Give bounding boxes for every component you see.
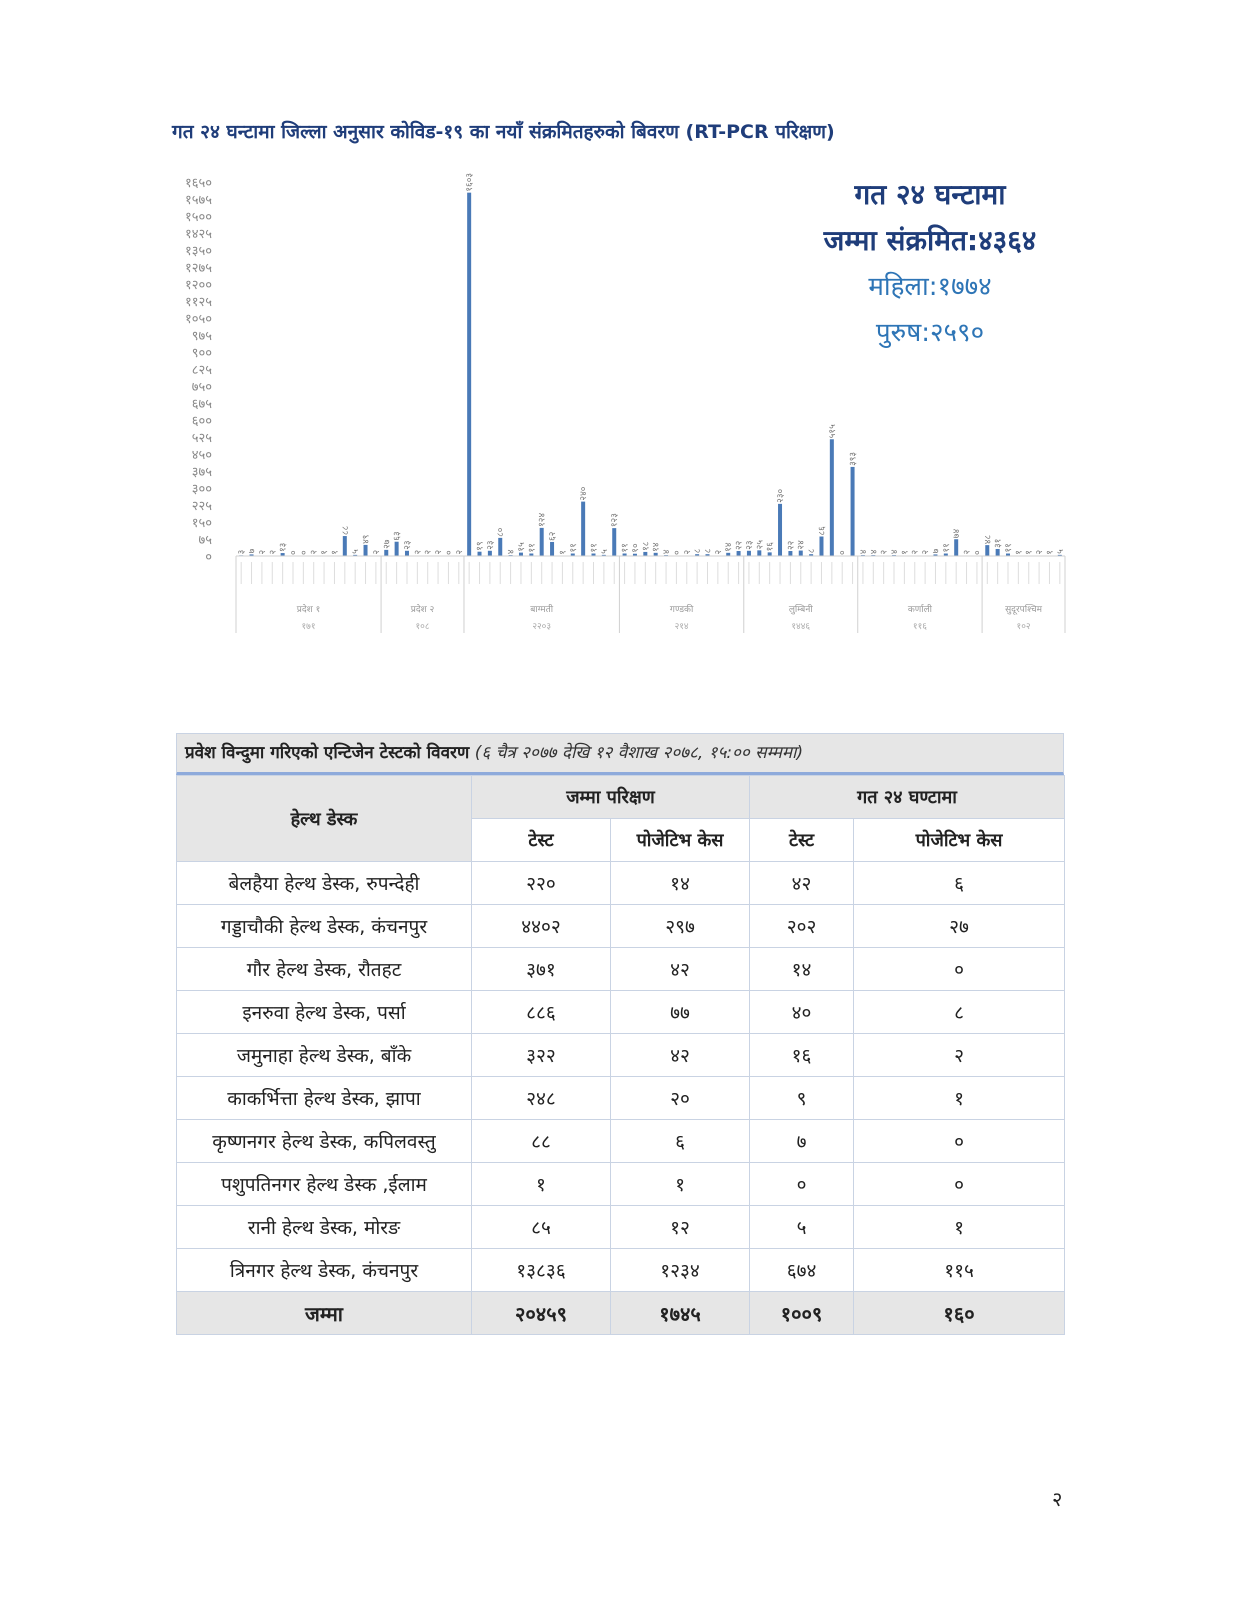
bar-data-label: २३ — [402, 540, 413, 550]
table-row — [177, 1077, 1065, 1120]
health-desk-name: इनरुवा हेल्थ डेस्क, पर्सा — [177, 991, 472, 1034]
bar-data-label: १३ — [278, 542, 289, 553]
bar-data-label: १४ — [651, 542, 662, 552]
bar — [643, 552, 647, 556]
header-last-24h: गत २४ घण्टामा — [750, 776, 1065, 819]
health-desk-name: रानी हेल्थ डेस्क, मोरङ — [177, 1206, 472, 1249]
y-tick-label: ६७५ — [191, 397, 212, 412]
summary-total: जम्मा संक्रमित:४३६४ — [823, 224, 1037, 257]
y-tick-label: ६०० — [191, 414, 212, 429]
24h-positive: ८ — [854, 991, 1065, 1034]
total-test: २४८ — [472, 1077, 611, 1120]
bar-data-label: १४ — [724, 542, 735, 552]
health-desk-name: जमुनाहा हेल्थ डेस्क, बाँके — [177, 1034, 472, 1077]
header-total-tests: जम्मा परिक्षण — [472, 776, 750, 819]
total-test: १३८३६ — [472, 1249, 611, 1292]
bar-data-label: २७ — [382, 539, 393, 549]
bar-data-label: १९ — [475, 541, 486, 551]
bar — [996, 549, 1000, 556]
table-caption-period: (६ चैत्र २०७७ देखि १२ वैशाख २०७८, १५:०० सम्ममा) — [474, 743, 804, 763]
bar — [778, 504, 782, 556]
y-tick-label: ३०० — [191, 482, 212, 497]
bar-data-label: ० — [672, 550, 683, 555]
bar-data-label: १ — [1024, 550, 1035, 555]
bar-data-label: ८६ — [817, 526, 828, 536]
y-tick-label: १३५० — [184, 244, 212, 259]
group-label: प्रदेश २ — [410, 605, 435, 615]
bar-data-label: ४९ — [361, 534, 372, 544]
bar-data-label: ५१५ — [827, 424, 838, 439]
y-tick-label: ७५ — [198, 533, 212, 548]
bar-data-label: ३१ — [993, 538, 1004, 548]
24h-test: २०२ — [750, 905, 854, 948]
bar-data-label: २ — [257, 549, 268, 555]
24h-test: ७ — [750, 1120, 854, 1163]
bar — [757, 550, 761, 556]
table-caption-title: प्रवेश विन्दुमा गरिएको एन्टिजेन टेस्टको विवरण — [185, 743, 470, 763]
y-tick-label: १५७५ — [184, 193, 212, 208]
total-positive: ७७ — [611, 991, 750, 1034]
24h-test: ६७४ — [750, 1249, 854, 1292]
bar — [737, 551, 741, 556]
group-total-label: १४४६ — [791, 622, 811, 632]
bar — [364, 545, 368, 556]
y-tick-label: ३७५ — [191, 465, 212, 480]
bar-data-label: ६३ — [392, 531, 403, 541]
bar — [747, 551, 751, 556]
bar-data-label: २ — [268, 549, 279, 555]
bar — [519, 553, 523, 556]
bar-data-label: ११ — [1004, 543, 1015, 553]
24h-positive: ११५ — [854, 1249, 1065, 1292]
bar-data-label: ५ — [351, 549, 362, 554]
bar — [478, 552, 482, 556]
24h-test: ४० — [750, 991, 854, 1034]
summary-box — [790, 172, 1070, 356]
summary-heading: गत २४ घन्टामा — [854, 178, 1006, 211]
bar — [540, 528, 544, 556]
table-row — [177, 862, 1065, 905]
group-total-label: ११६ — [912, 622, 927, 632]
y-tick-label: ११२५ — [184, 295, 212, 310]
bar-data-label: ४८ — [983, 534, 994, 545]
bar-data-label: २ — [434, 549, 445, 555]
total-label: जम्मा — [177, 1292, 472, 1335]
header-total-positive: पोजेटिभ केस — [611, 819, 750, 862]
bar-data-label: ८८ — [340, 525, 351, 536]
bar-data-label: २३० — [776, 488, 787, 503]
24h-positive: ० — [854, 948, 1065, 991]
24h-test: ५ — [750, 1206, 854, 1249]
bar-data-label: २५ — [755, 539, 766, 550]
group-total-label: १०२ — [1016, 622, 1031, 632]
y-tick-label: १४२५ — [184, 227, 212, 242]
table-caption — [176, 733, 1064, 775]
bar-data-label: ० — [444, 550, 455, 555]
total-test: २२० — [472, 862, 611, 905]
bar-data-label: ८ — [693, 548, 704, 554]
bar-data-label: १ — [900, 550, 911, 555]
bar-data-label: ५ — [599, 549, 610, 554]
bar-data-label: १६ — [765, 541, 776, 552]
24h-test: १६ — [750, 1034, 854, 1077]
bar — [384, 550, 388, 556]
group-total-label: १७१ — [301, 622, 316, 632]
health-desk-name: पशुपतिनगर हेल्थ डेस्क ,ईलाम — [177, 1163, 472, 1206]
bar-data-label: २४० — [579, 486, 590, 501]
total-positive: १२३४ — [611, 1249, 750, 1292]
total-test: ३७१ — [472, 948, 611, 991]
bar-data-label: ४ — [506, 549, 517, 555]
bar-data-label: ३ — [237, 549, 248, 555]
bar — [819, 537, 823, 556]
bar-data-label: ० — [299, 550, 310, 555]
bar-data-label: ७ — [931, 548, 942, 554]
bar-data-label: ८ — [807, 548, 818, 554]
bar-data-label: ६२ — [548, 531, 559, 541]
group-label: लुम्बिनी — [788, 605, 813, 615]
bar — [488, 551, 492, 556]
24h-test: ४२ — [750, 862, 854, 905]
bar — [467, 193, 471, 556]
bar-data-label: ११ — [568, 543, 579, 553]
total-positive: १४ — [611, 862, 750, 905]
total-test: ४४०२ — [472, 905, 611, 948]
bar-data-label: २ — [423, 549, 434, 555]
24h-positive: १ — [854, 1077, 1065, 1120]
table-row — [177, 991, 1065, 1034]
y-tick-label: ८२५ — [191, 363, 212, 378]
y-tick-label: ९७५ — [191, 329, 212, 344]
bar-data-label: २ — [371, 549, 382, 555]
header-total-test: टेस्ट — [472, 819, 611, 862]
header-health-desk: हेल्थ डेस्क — [177, 776, 472, 862]
y-tick-label: १५० — [191, 516, 212, 531]
antigen-table — [176, 775, 1065, 1335]
bar — [985, 545, 989, 556]
bar-data-label: ४ — [858, 549, 869, 555]
bar-data-label: ० — [972, 550, 983, 555]
bar-data-label: २ — [879, 549, 890, 555]
24h-positive: २७ — [854, 905, 1065, 948]
y-tick-label: ० — [205, 550, 212, 565]
total-positive: ४२ — [611, 948, 750, 991]
group-total-label: २१४ — [674, 622, 689, 632]
bar-data-label: १ — [320, 550, 331, 555]
bar-data-label: ० — [838, 550, 849, 555]
total-test: ८८ — [472, 1120, 611, 1163]
bar-data-label: ८० — [496, 527, 507, 537]
24h-positive: ० — [854, 1120, 1065, 1163]
y-tick-label: ५२५ — [191, 431, 212, 446]
table-row — [177, 1163, 1065, 1206]
y-tick-label: ४५० — [191, 448, 212, 463]
24h-test: १४ — [750, 948, 854, 991]
chart-title: गत २४ घन्टामा जिल्ला अनुसार कोविड-१९ का नयाँ संक्रमितहरुको बिवरण (RT-PCR परिक्षण) — [172, 121, 835, 143]
bar-data-label: २ — [1035, 549, 1046, 555]
y-tick-label: १६५० — [184, 176, 212, 191]
table-row — [177, 948, 1065, 991]
24h-positive: ६ — [854, 862, 1065, 905]
bar — [612, 528, 616, 556]
total-positive: ६ — [611, 1120, 750, 1163]
total-test: ८५ — [472, 1206, 611, 1249]
y-tick-label: ७५० — [191, 380, 212, 395]
bar — [851, 467, 855, 556]
24h-test: ० — [750, 1163, 854, 1206]
bar-data-label: १२३ — [610, 513, 621, 528]
bar-data-label: ७ — [247, 548, 258, 554]
group-label: कर्णाली — [907, 605, 933, 615]
bar-data-label: ११ — [527, 543, 538, 553]
y-tick-label: १०५० — [184, 312, 212, 327]
table-total-row — [177, 1292, 1065, 1335]
total-positive: ४२ — [611, 1034, 750, 1077]
table-row — [177, 1249, 1065, 1292]
table-row — [177, 1034, 1065, 1077]
bar-data-label: २ — [910, 549, 921, 555]
bar — [498, 538, 502, 556]
bar-data-label: १ — [330, 550, 341, 555]
bar-data-label: २३ — [485, 540, 496, 550]
bar — [550, 542, 554, 556]
bar — [799, 551, 803, 556]
bar-data-label: १२४ — [537, 512, 548, 527]
24h-positive: २ — [854, 1034, 1065, 1077]
bar — [395, 542, 399, 556]
group-total-label: २२०३ — [532, 622, 552, 632]
bar — [830, 439, 834, 556]
bar-data-label: ४ — [890, 549, 901, 555]
total-24h-test: १००९ — [750, 1292, 854, 1335]
bar — [954, 539, 958, 556]
y-tick-label: ९०० — [191, 346, 212, 361]
bar-data-label: ४ — [662, 549, 673, 555]
group-label: सुदूरपश्चिम — [1005, 605, 1043, 615]
bar-data-label: १६०३ — [465, 172, 476, 192]
header-24h-positive: पोजेटिभ केस — [854, 819, 1065, 862]
bar — [768, 552, 772, 556]
bar-data-label: १० — [630, 543, 641, 553]
bar-data-label: २ — [713, 549, 724, 555]
bar — [405, 551, 409, 556]
bar-data-label: १ — [558, 550, 569, 555]
bar-data-label: ७४ — [952, 528, 963, 539]
bar-data-label: ५ — [1055, 549, 1066, 554]
health-desk-name: गड्डाचौकी हेल्थ डेस्क, कंचनपुर — [177, 905, 472, 948]
table-row — [177, 1120, 1065, 1163]
bar — [581, 502, 585, 556]
y-tick-label: २२५ — [191, 499, 212, 514]
total-positive: १७४५ — [611, 1292, 750, 1335]
bar-data-label: १५ — [516, 542, 527, 552]
y-tick-label: १५०० — [184, 210, 212, 225]
total-test: ८८६ — [472, 991, 611, 1034]
health-desk-name: बेलहैया हेल्थ डेस्क, रुपन्देही — [177, 862, 472, 905]
health-desk-name: गौर हेल्थ डेस्क, रौतहट — [177, 948, 472, 991]
bar-data-label: २३ — [744, 540, 755, 550]
bar-data-label: ३९३ — [848, 451, 859, 466]
bar-data-label: १ — [1045, 550, 1056, 555]
total-24h-positive: १६० — [854, 1292, 1065, 1335]
bar — [343, 536, 347, 556]
bar-data-label: ० — [288, 550, 299, 555]
group-label: गण्डकी — [669, 605, 694, 615]
health-desk-name: काकर्भित्ता हेल्थ डेस्क, झापा — [177, 1077, 472, 1120]
bar-data-label: २ — [921, 549, 932, 555]
summary-male: पुरुष:२५९० — [875, 318, 985, 348]
header-24h-test: टेस्ट — [750, 819, 854, 862]
group-total-label: १०८ — [415, 622, 430, 632]
total-test: १ — [472, 1163, 611, 1206]
bar-data-label: २२ — [786, 540, 797, 551]
y-tick-label: १२०० — [184, 278, 212, 293]
total-test: २०४५९ — [472, 1292, 611, 1335]
bar-data-label: ८ — [703, 548, 714, 554]
bar-data-label: २ — [682, 549, 693, 555]
y-tick-label: १२७५ — [184, 261, 212, 276]
bar-data-label: २२ — [734, 540, 745, 551]
bar-data-label: ४ — [869, 549, 880, 555]
health-desk-name: कृष्णनगर हेल्थ डेस्क, कपिलवस्तु — [177, 1120, 472, 1163]
bar-data-label: ११ — [589, 543, 600, 553]
bar — [788, 551, 792, 556]
24h-test: ९ — [750, 1077, 854, 1120]
bar-data-label: २ — [962, 549, 973, 555]
bar-data-label: २ — [309, 549, 320, 555]
total-positive: १२ — [611, 1206, 750, 1249]
total-positive: २९७ — [611, 905, 750, 948]
bar-data-label: २ — [413, 549, 424, 555]
bar-data-label: ११ — [941, 543, 952, 553]
group-label: बाग्मती — [530, 605, 554, 615]
page-number: २ — [1052, 1487, 1063, 1511]
total-test: ३२२ — [472, 1034, 611, 1077]
24h-positive: १ — [854, 1206, 1065, 1249]
total-positive: १ — [611, 1163, 750, 1206]
health-desk-name: त्रिनगर हेल्थ डेस्क, कंचनपुर — [177, 1249, 472, 1292]
table-row — [177, 1206, 1065, 1249]
total-positive: २० — [611, 1077, 750, 1120]
bar-data-label: ११ — [620, 543, 631, 553]
summary-female: महिला:१७७४ — [868, 272, 992, 302]
table-row — [177, 905, 1065, 948]
bar-data-label: १ — [1014, 550, 1025, 555]
antigen-table-section — [176, 733, 1064, 1335]
24h-positive: ० — [854, 1163, 1065, 1206]
group-label: प्रदेश १ — [296, 605, 321, 615]
bar-data-label: १८ — [641, 541, 652, 551]
bar-data-label: २ — [454, 549, 465, 555]
bar-data-label: २४ — [796, 540, 807, 550]
